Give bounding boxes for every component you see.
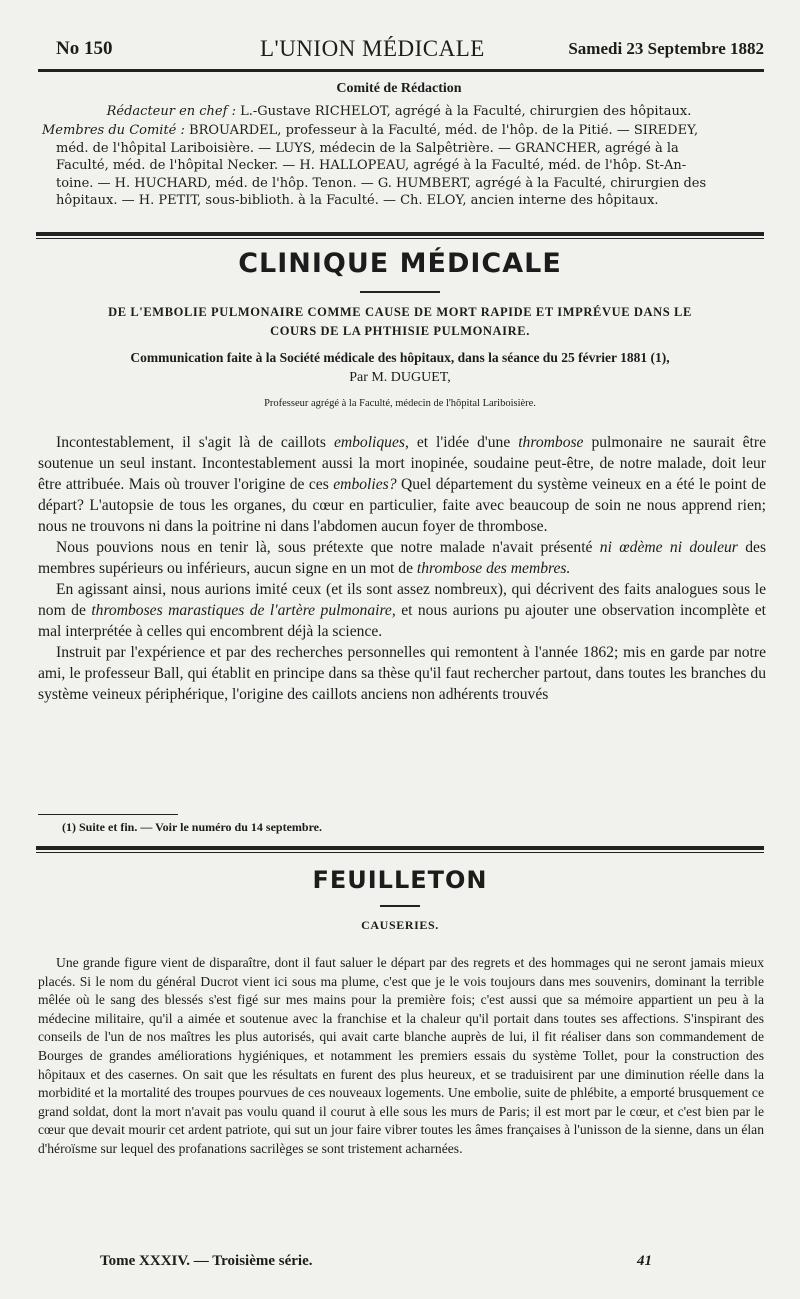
text-run: des membres supérieurs ou inférieurs, aucun signe en un mot de [38,539,767,577]
text-run: En agissant ainsi, nous aurions imité ceux (et ils sont assez nombreux), qui décrivent des faits analogues sous le nom de [38,581,766,619]
members-line: BROUARDEL, professeur à la Faculté, méd. de l'hôp. de la Pitié. — SIREDEY, [189,123,699,138]
members-line: méd. de l'hôpital Lariboisière. — LUYS, médecin de la Salpêtrière. — GRANCHER, agrégé à la [56,140,679,156]
text-run: et nous aurions pu ajouter une observation incomplète et mal interprétée à celles qui encombrent déjà la science. [38,602,766,640]
paragraph [38,579,766,642]
text-run: emboliques [333,434,405,451]
article-title-line: COURS DE LA PHTHISIE PULMONAIRE. [270,324,530,338]
page-footer [100,1253,700,1273]
text-run: thrombose [518,434,584,451]
issue-number: No 150 [56,38,113,59]
text-run: Quel département du système veineux en a été le point de départ? L'autopsie de tous les organes, du cœur en particulier, faite avec beaucoup de soin ne nous apprend rien; nous ne trouvons ni dans la poitrine ni dans l'abdomen aucun foyer de thrombose. [38,476,766,535]
page-number: 41 [637,1253,652,1269]
text-run: ni œdème ni douleur [599,539,738,556]
chief-name: L.-Gustave RICHELOT, agrégé à la Faculté, chirurgien des hôpitaux. [240,103,692,119]
feuilleton-rule-thin [36,852,764,853]
text-run: thrombose des membres. [416,560,571,577]
article-title [36,303,764,341]
paragraph [38,432,766,537]
text-run: pulmonaire ne saurait être soutenue un seul instant. Incontestablement aussi la mort inopinée, soudaine peut-être, de notre malade, doit leur être attribuée. Mais où trouver l'origine de ces [38,434,767,493]
text-run: thromboses marastiques de l'artère pulmonaire, [91,602,396,619]
feuilleton-section-title: FEUILLETON [312,866,488,894]
text-run: , et l'idée d'une [404,434,519,451]
footnote-rule [38,814,178,815]
paragraph [38,537,766,579]
text-run: Incontestablement, il s'agit là de caillots [56,434,334,451]
article-title-line: DE L'EMBOLIE PULMONAIRE COMME CAUSE DE MORT RAPIDE ET IMPRÉVUE DANS LE [108,305,692,319]
editorial-committee [36,80,762,210]
text-run: Nous pouvions nous en tenir là, sous prétexte que notre malade n'avait présenté [56,539,600,556]
feuilleton-rule-thick [36,846,764,850]
tome-label: Tome XXXIV. — Troisième série. [100,1253,313,1269]
feuilleton-body [38,954,764,1159]
chief-label: Rédacteur en chef : [106,103,236,119]
masthead [38,36,764,62]
communication-block [36,348,764,414]
editor-in-chief [36,103,762,121]
members-line: Faculté, méd. de l'hôpital Necker. — H. HALLOPEAU, agrégé à la Faculté, méd. de l'hôp. St-An- [56,158,687,173]
section-short-rule [360,291,440,293]
feuilleton-subtitle: CAUSERIES. [361,918,439,932]
issue-date: Samedi 23 Septembre 1882 [568,39,764,58]
journal-title: L'UNION MÉDICALE [260,36,485,61]
committee-rule-thin [36,238,764,239]
clinique-section-title: CLINIQUE MÉDICALE [238,248,562,279]
communication-line: Communication faite à la Société médicale des hôpitaux, dans la séance du 25 février 1881 (1), [130,350,670,365]
feuilleton-short-rule [380,905,420,907]
committee-title: Comité de Rédaction [336,81,462,96]
article-body [38,432,766,705]
paragraph: Une grande figure vient de disparaître, dont il faut saluer le départ par des regrets et des hommages qui ne seront jamais mieux placés. Si le nom du général Ducrot vient ici sous ma plume, c'est que je le vois toujours dans mes souvenirs, dominant la terrible mêlée où le sang des blessés s'est figé sur mes mains pour la première fois; c'est aussi que sa mémoire appartient un peu à la médecine militaire, qu'il a aimée et soutenue avec la franchise et la chaleur qu'il portait dans toutes ses affections. S'inspirant des conseils de l'un de nos maîtres les plus autorisés, qui avait carte blanche auprès de lui, il fit réaliser dans son commandement de Bourges de grandes améliorations hygiéniques, et notamment les premiers essais du système Tollet, pour la construction des hôpitaux et des casernes. On sait que les résultats en furent des plus heureux, et se traduisirent par une diminution réelle dans la morbidité et la mortalité des troupes pourvues de ces nouveaux logements. Une embolie, suite de phlébite, a emporté brusquement ce grand soldat, dont la mort n'avait pas voulu quand il courut à elle sous les murs de Paris; il est mort par le cœur, et c'est bien par le cœur que devait mourir cet ardent patriote, qui sut un jour faire vibrer toutes les âmes françaises à l'unisson de la sienne, dans un élan d'héroïsme sur lequel des profanations sacrilèges se sont tristement acharnées. [38,955,764,1156]
members-label: Membres du Comité : [42,123,185,138]
footnote: (1) Suite et fin. — Voir le numéro du 14 septembre. [62,820,322,834]
committee-rule-thick [36,232,764,236]
paragraph: Instruit par l'expérience et par des recherches personnelles qui remontent à l'année 1862; mis en garde par notre ami, le professeur Ball, qui établit en principe dans sa thèse qu'il faut rechercher partout, dans toutes les branches du système veineux périphérique, l'origine des caillots anciens non adhérents trouvés [38,644,766,703]
text-run: embolies? [333,476,397,493]
members-line: hôpitaux. — H. PETIT, sous-biblioth. à la Faculté. — Ch. ELOY, ancien interne des hôpitaux. [56,193,659,208]
author: Par M. DUGUET, [349,370,451,385]
masthead-rule [38,69,764,72]
members-line: toine. — H. HUCHARD, méd. de l'hôp. Tenon. — G. HUMBERT, agrégé à la Faculté, chirurgien des [56,175,707,191]
committee-members [36,122,762,210]
author-affiliation: Professeur agrégé à la Faculté, médecin de l'hôpital Lariboisière. [264,398,536,409]
